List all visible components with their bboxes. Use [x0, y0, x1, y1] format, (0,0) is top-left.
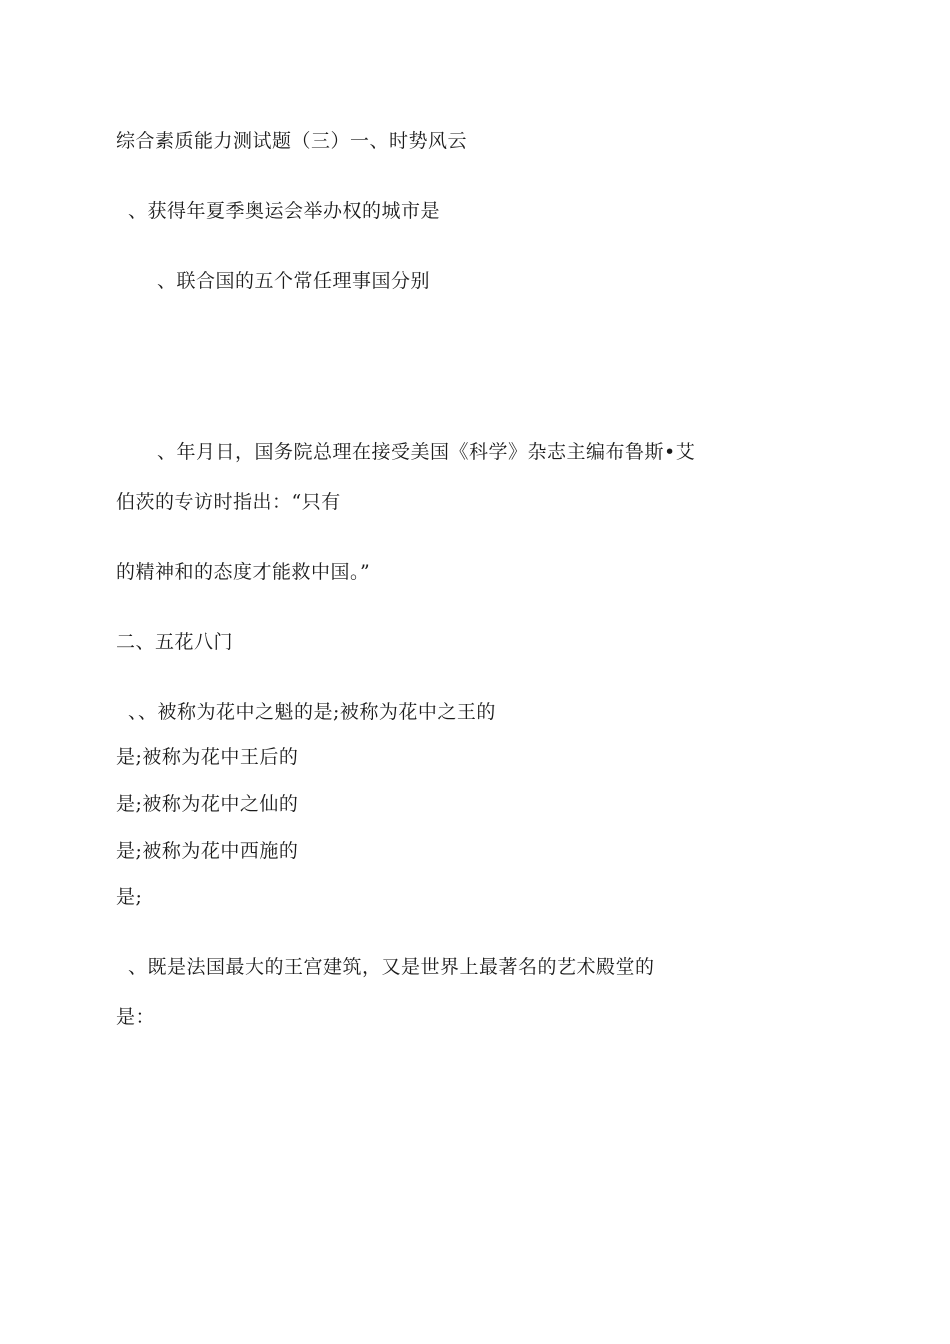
section-2-question-1-line-1: 、、被称为花中之魁的是;被称为花中之王的 — [128, 701, 496, 723]
section-2-question-1-line-2: 是;被称为花中王后的 — [116, 746, 299, 768]
section-2-question-2-line-2: 是： — [116, 1006, 156, 1028]
section-2-question-1-line-5: 是; — [116, 886, 143, 908]
title-line: 综合素质能力测试题（三）一、时势风云 — [116, 130, 468, 152]
question-2: 、联合国的五个常任理事国分别 — [157, 270, 431, 292]
section-2-question-2-line-1: 、既是法国最大的王宫建筑，又是世界上最著名的艺术殿堂的 — [128, 956, 655, 978]
section-2-question-1-line-4: 是;被称为花中西施的 — [116, 840, 299, 862]
question-3-line-1: 、年月日，国务院总理在接受美国《科学》杂志主编布鲁斯•艾 — [157, 441, 696, 463]
question-3-line-3: 的精神和的态度才能救中国。” — [116, 561, 371, 583]
section-2-question-1-line-3: 是;被称为花中之仙的 — [116, 793, 299, 815]
question-1: 、获得年夏季奥运会举办权的城市是 — [128, 200, 441, 222]
question-3-line-2: 伯茨的专访时指出：“只有 — [116, 491, 341, 513]
section-2-title: 二、五花八门 — [116, 631, 234, 653]
